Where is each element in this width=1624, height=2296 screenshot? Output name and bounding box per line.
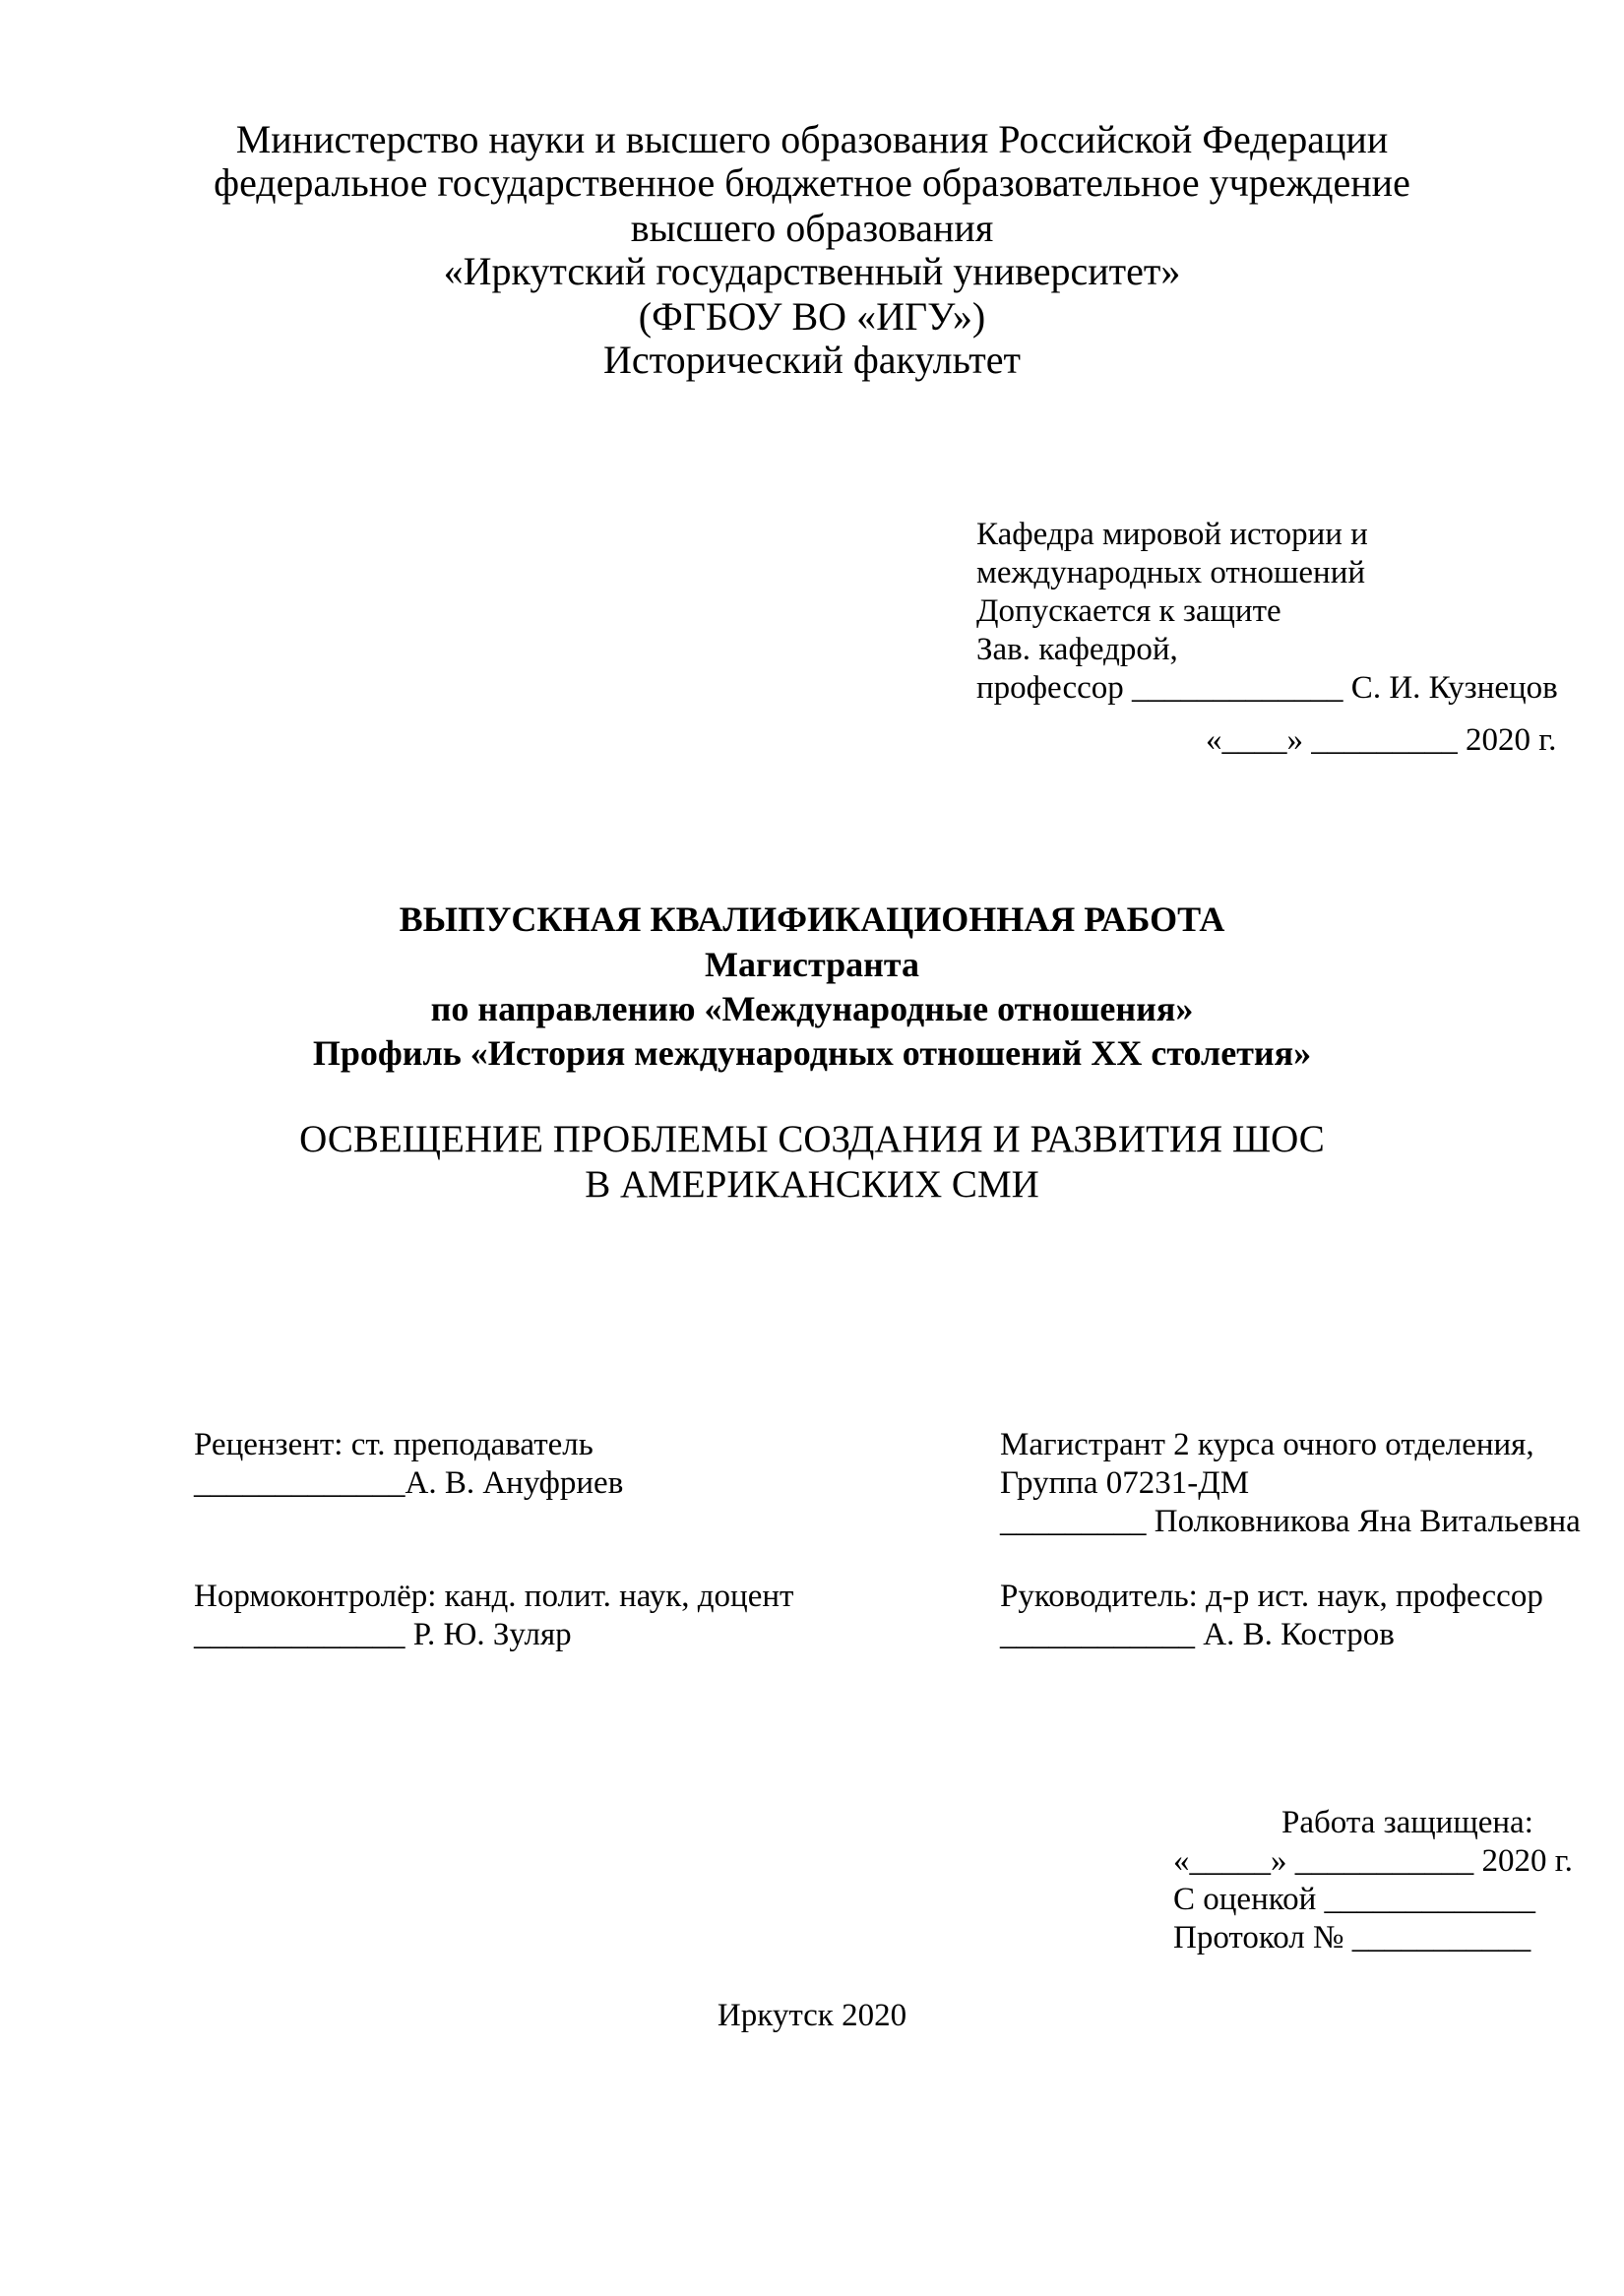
city-year: Иркутск 2020 [717,1998,907,2033]
normcontrol-signature: _____________ Р. Ю. Зуляр [194,1617,572,1652]
approval-date: «____» _________ 2020 г. [1206,722,1557,758]
student-group: Группа 07231-ДМ [1000,1465,1250,1501]
department-line-1: Кафедра мировой истории и [976,517,1368,552]
direction-line: по направлению «Международные отношения» [430,989,1194,1028]
normcontrol-title: Нормоконтролёр: канд. полит. наук, доцент [194,1579,794,1614]
profile-line: Профиль «История международных отношений XX столетия» [312,1033,1312,1073]
topic-line-1: ОСВЕЩЕНИЕ ПРОБЛЕМЫ СОЗДАНИЯ И РАЗВИТИЯ ШОС [299,1118,1325,1160]
defense-status: Работа защищена: [1281,1805,1533,1840]
supervisor-title: Руководитель: д-р ист. наук, профессор [1000,1579,1543,1614]
reviewer-title: Рецензент: ст. преподаватель [194,1427,593,1462]
university-abbr-line: (ФГБОУ ВО «ИГУ») [638,294,986,339]
university-name-line: «Иркутский государственный университет» [443,249,1181,293]
admitted-to-defense: Допускается к защите [976,593,1281,629]
defense-grade: С оценкой _____________ [1173,1882,1535,1917]
ministry-line: Министерство науки и высшего образования Российской Федерации [235,117,1389,161]
defense-protocol: Протокол № ___________ [1173,1920,1531,1955]
faculty-line: Исторический факультет [602,338,1022,382]
degree-line: Магистранта [704,945,920,984]
defense-date: «_____» ___________ 2020 г. [1173,1843,1573,1879]
head-of-department-signature: профессор _____________ С. И. Кузнецов [976,670,1558,706]
topic-line-2: В АМЕРИКАНСКИХ СМИ [585,1163,1039,1206]
head-of-department-title: Зав. кафедрой, [976,632,1178,667]
education-level-line: высшего образования [630,206,994,250]
student-title: Магистрант 2 курса очного отделения, [1000,1427,1534,1462]
student-signature: _________ Полковникова Яна Витальевна [1000,1504,1581,1539]
supervisor-signature: ____________ А. В. Костров [1000,1617,1395,1652]
department-line-2: международных отношений [976,555,1366,590]
institution-type-line: федеральное государственное бюджетное образовательное учреждение [214,160,1410,205]
reviewer-signature: _____________А. В. Ануфриев [194,1465,624,1501]
work-type-title: ВЫПУСКНАЯ КВАЛИФИКАЦИОННАЯ РАБОТА [399,900,1225,939]
